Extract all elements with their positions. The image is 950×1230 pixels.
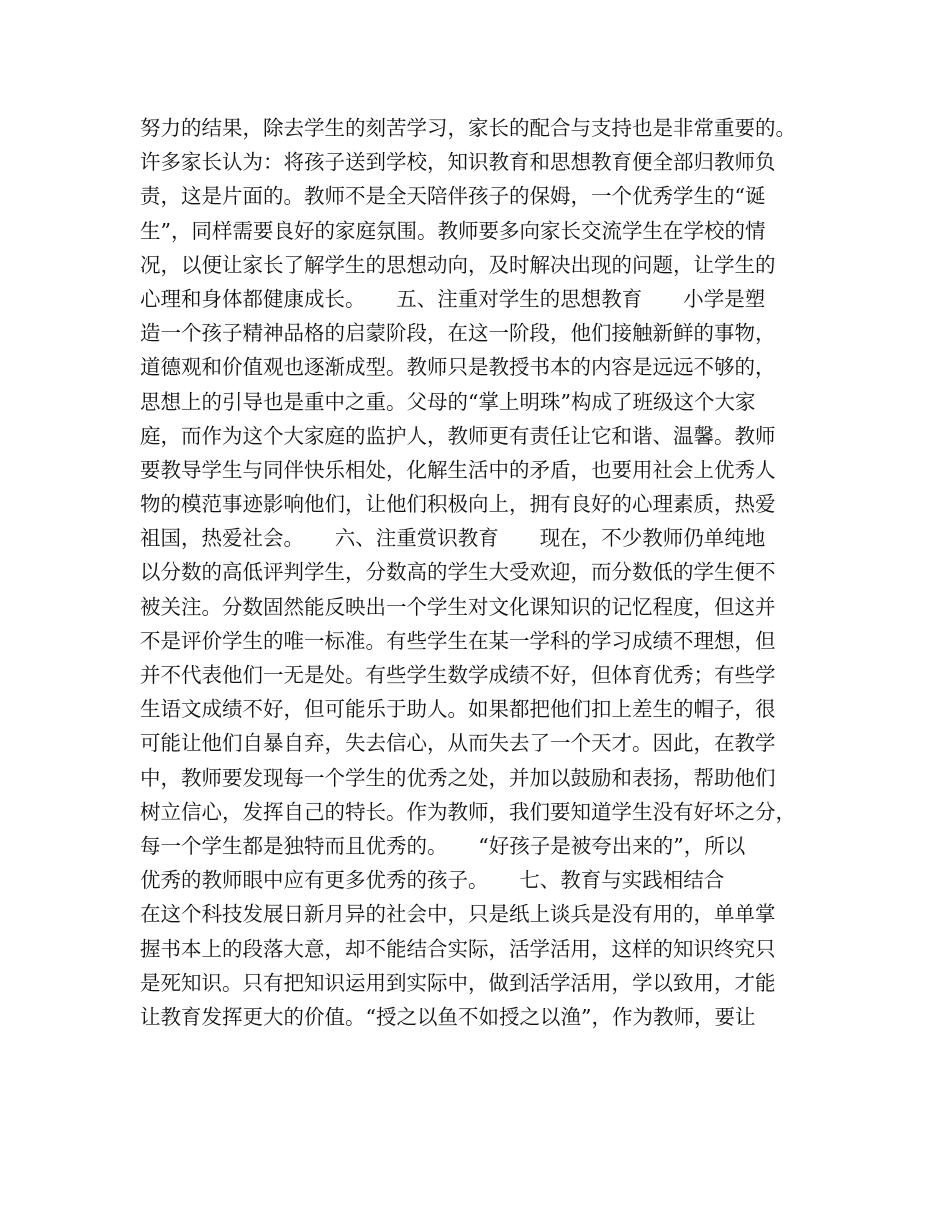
text-line: 造一个孩子精神品格的启蒙阶段，在这一阶段，他们接触新鲜的事物， xyxy=(140,321,776,346)
text-line: 生语文成绩不好，但可能乐于助人。如果都把他们扣上差生的帽子，很 xyxy=(140,697,776,722)
text-line: 可能让他们自暴自弃，失去信心，从而失去了一个天才。因此，在教学 xyxy=(140,731,776,756)
text-line: 树立信心，发挥自己的特长。作为教师，我们要知道学生没有好坏之分， xyxy=(140,799,796,824)
text-line: 庭，而作为这个大家庭的监护人，教师更有责任让它和谐、温馨。教师 xyxy=(140,423,776,448)
text-line: 思想上的引导也是重中之重。父母的“掌上明珠”构成了班级这个大家 xyxy=(140,389,756,414)
text-line: 中，教师要发现每一个学生的优秀之处，并加以鼓励和表扬，帮助他们 xyxy=(140,765,776,790)
text-line: 责，这是片面的。教师不是全天陪伴孩子的保姆，一个优秀学生的“诞 xyxy=(140,184,766,209)
text-line: 握书本上的段落大意，却不能结合实际，活学活用，这样的知识终究只 xyxy=(140,936,776,961)
text-line: 祖国，热爱社会。 六、注重赏识教育 现在，不少教师仍单纯地 xyxy=(140,526,766,551)
text-line: 并不代表他们一无是处。有些学生数学成绩不好，但体育优秀；有些学 xyxy=(140,663,776,687)
text-line: 生”，同样需要良好的家庭氛围。教师要多向家长交流学生在学校的情 xyxy=(140,218,766,243)
text-line: 要教导学生与同伴快乐相处，化解生活中的矛盾，也要用社会上优秀人 xyxy=(140,457,776,482)
text-line: 努力的结果，除去学生的刻苦学习，家长的配合与支持也是非常重要的。 xyxy=(140,116,796,140)
text-line: 以分数的高低评判学生，分数高的学生大受欢迎，而分数低的学生便不 xyxy=(140,560,776,585)
body-text xyxy=(140,111,830,1034)
text-line: 优秀的教师眼中应有更多优秀的孩子。 七、教育与实践相结合 xyxy=(140,868,766,893)
text-line: 是死知识。只有把知识运用到实际中，做到活学活用，学以致用，才能 xyxy=(140,970,776,995)
text-line: 许多家长认为：将孩子送到学校，知识教育和思想教育便全部归教师负 xyxy=(140,150,776,175)
text-line: 让教育发挥更大的价值。“授之以鱼不如授之以渔”，作为教师，要让 xyxy=(140,1004,756,1029)
text-line: 不是评价学生的唯一标准。有些学生在某一学科的学习成绩不理想，但 xyxy=(140,628,776,653)
text-line: 在这个科技发展日新月异的社会中，只是纸上谈兵是没有用的，单单掌 xyxy=(140,902,776,927)
text-line: 心理和身体都健康成长。 五、注重对学生的思想教育 小学是塑 xyxy=(140,286,766,311)
text-line: 被关注。分数固然能反映出一个学生对文化课知识的记忆程度，但这并 xyxy=(140,594,776,619)
text-line: 道德观和价值观也逐渐成型。教师只是教授书本的内容是远远不够的， xyxy=(140,355,776,380)
text-line: 物的模范事迹影响他们，让他们积极向上，拥有良好的心理素质，热爱 xyxy=(140,492,776,517)
text-line: 况，以便让家长了解学生的思想动向，及时解决出现的问题，让学生的 xyxy=(140,252,776,277)
text-line: 每一个学生都是独特而且优秀的。 “好孩子是被夸出来的”，所以 xyxy=(140,833,746,858)
